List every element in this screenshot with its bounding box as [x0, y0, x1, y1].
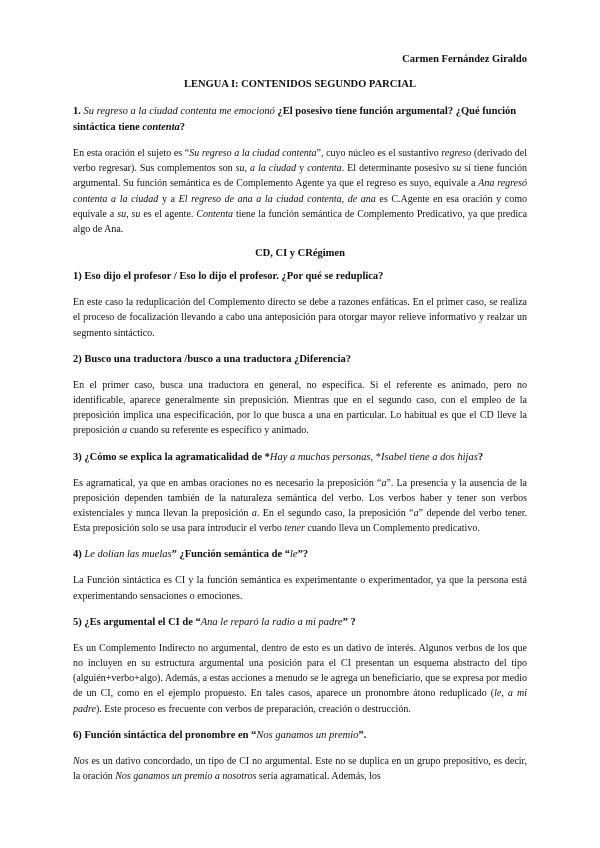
answer-cd-3: Es agramatical, ya que en ambas oraciones no es necesario la preposición “a”. La presencia y la ausencia de la preposición dependen también de la naturaleza semántica del verbo. Los verbos haber y tener son verbos existenciales y nunca llevan la preposición a. En el segundo caso, la preposición “a” depende del verbo tener. Esta preposición solo se usa para introducir el verbo tener cuando lleva un Complemento predicativo.	[73, 477, 527, 535]
answer-ci-4: La Función sintáctica es CI y la función semántica es experimentante o experimentador, ya que la persona está experimentando sensaciones o emociones.	[73, 575, 527, 602]
question-ci-4: 4) Le dolían las muelas” ¿Función semántica de “le”?	[73, 549, 309, 561]
answer-cd-1: En este caso la reduplicación del Complemento directo se debe a razones enfáticas. En el primer caso, se realiza el proceso de focalización llevando a cabo una anteposición para otorgar mayor relieve informativo y realzar un segmento sintáctico.	[73, 297, 527, 339]
question-cd-2: 2) Busco una traductora /busco a una traductora ¿Diferencia?	[73, 353, 352, 365]
question-cd-1: 1) Eso dijo el profesor / Eso lo dijo el profesor. ¿Por qué se reduplica?	[73, 271, 384, 283]
question-ci-5: 5) ¿Es argumental el CI de “Ana le reparó la radio a mi padre” ?	[73, 616, 356, 628]
answer-cd-2: En el primer caso, busca una traductora en general, no específica. Si el referente es animado, pero no identificable, aparece generalmente sin preposición. Mientras que en el segundo caso, con el empleo de la preposición implica una especificación, por lo que busca a una en particular. Lo habitual es que el CD lleve la preposición a cuando su referente es específico y animado.	[73, 379, 527, 437]
answer-ci-5: Es un Complemento Indirecto no argumental, dentro de esto es un dativo de interés. Algunos verbos de los que no incluyen en su estructura argumental una posición para el CI presentan un esquema abstracto del tipo (alguién+verbo+algo). Además, a estas acciones a menudo se le agrega un beneficiario, que se expresa por medio de un CI, como en el ejemplo propuesto. En tales casos, aparece un pronombre átono reduplicado (le, a mi padre). Este proceso es frecuente con verbos de preparación, creación o destrucción.	[73, 642, 528, 715]
question-ci-6: 6) Función sintáctica del pronombre en “Nos ganamos un premio”.	[73, 729, 367, 741]
author-name: Carmen Fernández Giraldo	[402, 54, 527, 65]
section-heading: CD, CI y CRégimen	[255, 248, 345, 260]
question-cd-3: 3) ¿Cómo se explica la agramaticalidad de *Hay a muchas personas, *Isabel tiene a dos hijas?	[73, 451, 484, 463]
question-1: 1. Su regreso a la ciudad contenta me emocionó ¿El posesivo tiene función argumental? ¿Qué función sintáctica tiene contenta?	[73, 106, 517, 133]
document-title: LENGUA I: CONTENIDOS SEGUNDO PARCIAL	[183, 79, 416, 90]
answer-ci-6: Nos es un dativo concordado, un tipo de CI no argumental. Este no se duplica en un grupo prepositivo, es decir, la oración Nos ganamos un premio a nosotros sería agramatical. Además, los	[73, 755, 527, 783]
answer-1: En esta oración el sujeto es “Su regreso a la ciudad contenta”, cuyo núcleo es el sustantivo regreso (derivado del verbo regresar). Sus complementos son su, a la ciudad y contenta. El determinante posesivo su sí tiene función argumental. Su función semántica es de Complemento Agente ya que el regreso es suyo, equivale a Ana regresó contenta a la ciudad y a El regreso de ana a la ciudad contenta, de ana es C.Agente en esa oración y como equivale a su, su es el agente. Contenta tiene la función semántica de Complemento Predicativo, ya que predica algo de Ana.	[73, 148, 528, 236]
